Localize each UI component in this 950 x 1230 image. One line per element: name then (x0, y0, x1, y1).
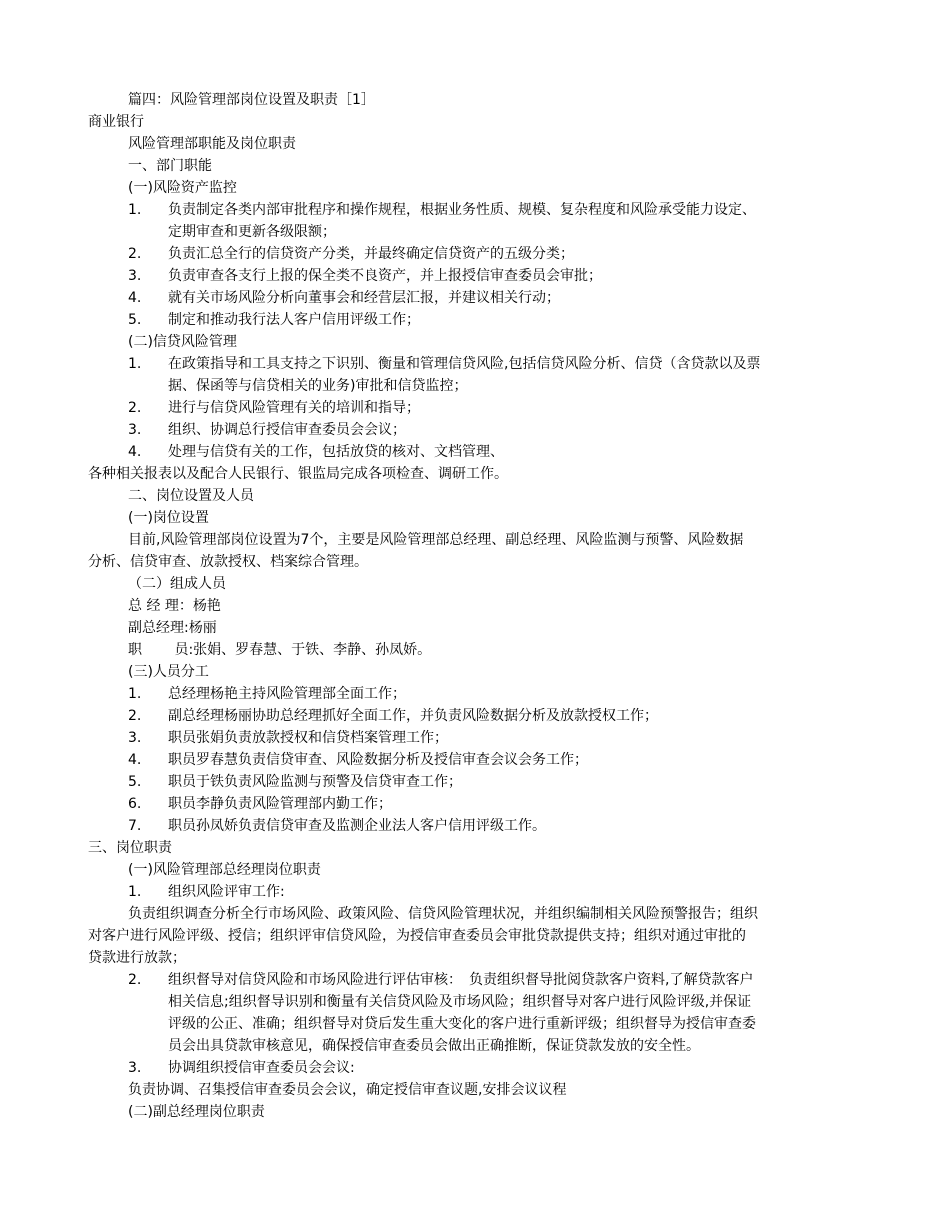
bank-name: 商业银行 (88, 114, 144, 130)
list-item: 职员李静负责风险管理部内勤工作； (168, 796, 392, 812)
list-item: 总经理杨艳主持风险管理部全面工作； (168, 686, 406, 702)
paragraph-line: 各种相关报表以及配合人民银行、银监局完成各项检查、调研工作。 (88, 466, 508, 482)
list-number: 4. (128, 444, 142, 460)
subsection-heading: (二)信贷风险管理 (128, 334, 237, 350)
list-number: 2. (128, 400, 142, 416)
list-number: 3. (128, 1060, 142, 1076)
subsection-heading: (三)人员分工 (128, 664, 209, 680)
paragraph-line: 分析、信贷审查、放款授权、档案综合管理。 (88, 554, 368, 570)
list-item: 职员于铁负责风险监测与预警及信贷审查工作； (168, 774, 462, 790)
section-heading: 三、岗位职责 (88, 840, 172, 856)
list-item-continuation: 定期审查和更新各级限额； (168, 224, 336, 240)
list-number: 4. (128, 752, 142, 768)
list-number: 1. (128, 202, 142, 218)
list-item: 职员罗春慧负责信贷审查、风险数据分析及授信审查会议会务工作； (168, 752, 588, 768)
list-item-title: 协调组织授信审查委员会会议: (168, 1060, 355, 1076)
list-item: 组织、协调总行授信审查委员会会议； (168, 422, 406, 438)
list-item: 就有关市场风险分析向董事会和经营层汇报，并建议相关行动； (168, 290, 560, 306)
list-item: 副总经理杨丽协助总经理抓好全面工作，并负责风险数据分析及放款授权工作； (168, 708, 658, 724)
list-item: 负责制定各类内部审批程序和操作规程，根据业务性质、规模、复杂程度和风险承受能力设定、 (168, 202, 756, 218)
list-number: 3. (128, 268, 142, 284)
subsection-heading: (一)风险管理部总经理岗位职责 (128, 862, 321, 878)
staff-members: 职 员:张娟、罗春慧、于铁、李静、孙凤娇。 (128, 642, 432, 658)
list-number: 2. (128, 246, 142, 262)
list-item-continuation: 据、保函等与信贷相关的业务)审批和信贷监控； (168, 378, 468, 394)
list-item: 进行与信贷风险管理有关的培训和指导； (168, 400, 420, 416)
list-number: 2. (128, 708, 142, 724)
list-item: 在政策指导和工具支持之下识别、衡量和管理信贷风险,包括信贷风险分析、信贷（含贷款以及票 (168, 356, 761, 372)
list-item: 负责汇总全行的信贷资产分类，并最终确定信贷资产的五级分类； (168, 246, 574, 262)
list-number: 5. (128, 312, 142, 328)
subsection-heading: (一)岗位设置 (128, 510, 209, 526)
list-item: 职员孙凤娇负责信贷审查及监测企业法人客户信用评级工作。 (168, 818, 546, 834)
list-item: 负责审查各支行上报的保全类不良资产，并上报授信审查委员会审批； (168, 268, 602, 284)
list-item-continuation: 评级的公正、准确；组织督导对贷后发生重大变化的客户进行重新评级；组织督导为授信审查委 (168, 1016, 756, 1032)
list-number: 4. (128, 290, 142, 306)
list-number: 2. (128, 972, 142, 988)
list-number: 1. (128, 686, 142, 702)
paragraph-line: 贷款进行放款； (88, 950, 186, 966)
section-heading: 一、部门职能 (128, 158, 212, 174)
list-number: 6. (128, 796, 142, 812)
paragraph-line: 对客户进行风险评级、授信；组织评审信贷风险，为授信审查委员会审批贷款提供支持；组织对通过审批的 (88, 928, 746, 944)
list-item: 组织督导对信贷风险和市场风险进行评估审核： 负责组织督导批阅贷款客户资料,了解贷款客户 (168, 972, 754, 988)
list-number: 1. (128, 356, 142, 372)
list-item: 制定和推动我行法人客户信用评级工作； (168, 312, 420, 328)
list-number: 7. (128, 818, 142, 834)
paragraph-line: 负责协调、召集授信审查委员会会议，确定授信审查议题,安排会议议程 (128, 1082, 567, 1098)
document-title: 篇四：风险管理部岗位设置及职责［1］ (128, 92, 375, 108)
subsection-heading: （二）组成人员 (128, 576, 226, 592)
paragraph-line: 目前,风险管理部岗位设置为7个，主要是风险管理部总经理、副总经理、风险监测与预警、风险数据 (128, 532, 744, 548)
list-number: 1. (128, 884, 142, 900)
paragraph-line: 负责组织调查分析全行市场风险、政策风险、信贷风险管理状况，并组织编制相关风险预警报告；组织 (128, 906, 758, 922)
subsection-heading: (二)副总经理岗位职责 (128, 1104, 265, 1120)
list-number: 5. (128, 774, 142, 790)
list-item-title: 组织风险评审工作: (168, 884, 285, 900)
document-subtitle: 风险管理部职能及岗位职责 (128, 136, 296, 152)
section-heading: 二、岗位设置及人员 (128, 488, 254, 504)
list-number: 3. (128, 422, 142, 438)
list-item: 处理与信贷有关的工作，包括放贷的核对、文档管理、 (168, 444, 504, 460)
list-item-continuation: 员会出具贷款审核意见，确保授信审查委员会做出正确推断，保证贷款发放的安全性。 (168, 1038, 700, 1054)
staff-deputy-manager: 副总经理:杨丽 (128, 620, 217, 636)
subsection-heading: (一)风险资产监控 (128, 180, 237, 196)
list-number: 3. (128, 730, 142, 746)
list-item-continuation: 相关信息;组织督导识别和衡量有关信贷风险及市场风险；组织督导对客户进行风险评级,并保证 (168, 994, 752, 1010)
staff-general-manager: 总 经 理：杨艳 (128, 598, 221, 614)
list-item: 职员张娟负责放款授权和信贷档案管理工作； (168, 730, 448, 746)
